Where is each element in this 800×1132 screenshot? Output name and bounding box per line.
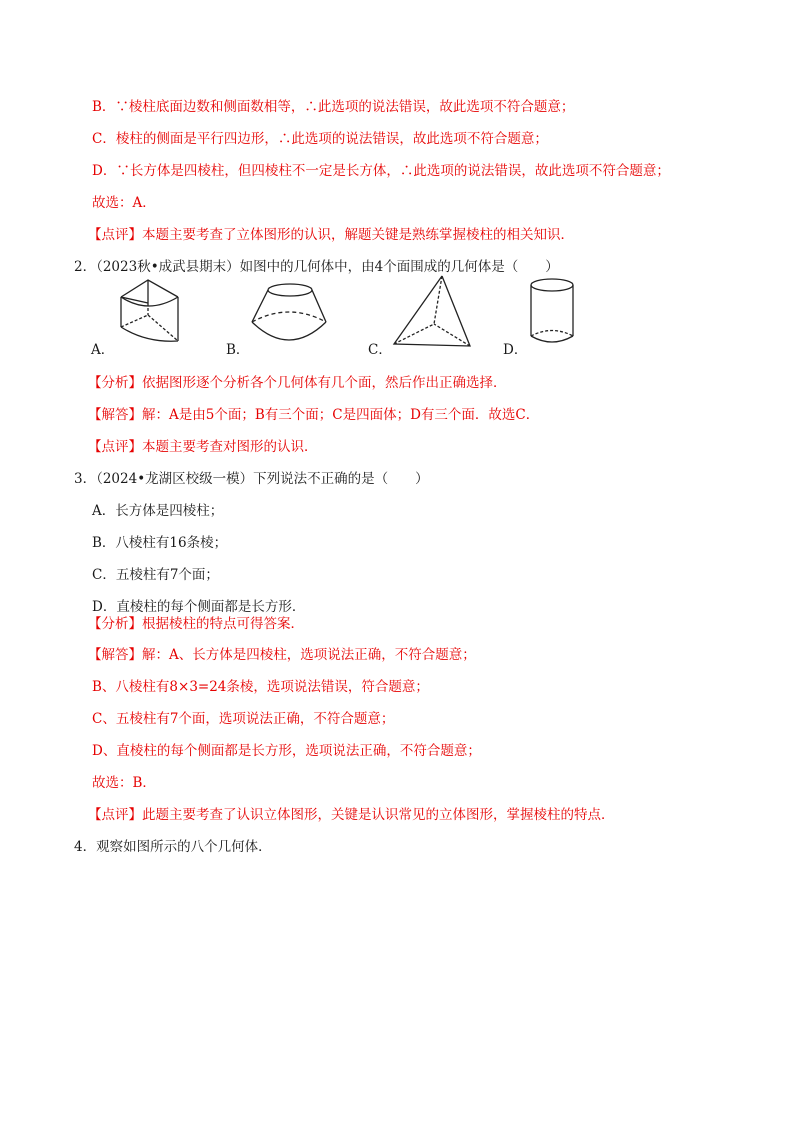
- q2-stem: 2．（2023秋•成武县期末）如图中的几何体中，由4个面围成的几何体是（ ）: [74, 259, 559, 275]
- q1-answer-line-b: B．∵棱柱底面边数和侧面数相等，∴此选项的说法错误，故此选项不符合题意；: [92, 99, 575, 115]
- q3-option-c: C．五棱柱有7个面；: [92, 567, 219, 583]
- q3-stem: 3．（2024•龙湖区校级一模）下列说法不正确的是（ ）: [74, 471, 429, 487]
- cylinder-icon: [526, 276, 578, 348]
- q3-solution-choice: 故选：B．: [92, 775, 156, 791]
- q3-comment: 【点评】此题主要考查了认识立体图形，关键是认识常见的立体图形，掌握棱柱的特点．: [88, 807, 615, 823]
- q2-option-c-label: C．: [368, 342, 392, 358]
- half-cylinder-icon: [116, 275, 186, 345]
- q3-solution-line-1: 【解答】解：A、长方体是四棱柱，选项说法正确，不符合题意；: [88, 647, 476, 663]
- q3-analysis: 【分析】根据棱柱的特点可得答案．: [88, 616, 304, 632]
- q1-answer-line-c: C．棱柱的侧面是平行四边形，∴此选项的说法错误，故此选项不符合题意；: [92, 131, 548, 147]
- q3-solution-line-4: D、直棱柱的每个侧面都是长方形，选项说法正确，不符合题意；: [92, 743, 481, 759]
- q1-answer-line-d: D．∵长方体是四棱柱，但四棱柱不一定是长方体，∴此选项的说法错误，故此选项不符合题意；: [92, 163, 670, 179]
- tetrahedron-icon: [390, 272, 476, 350]
- q2-analysis: 【分析】依据图形逐个分析各个几何体有几个面，然后作出正确选择．: [88, 375, 507, 391]
- q2-option-a-label: A．: [91, 342, 115, 358]
- q4-stem: 4．观察如图所示的八个几何体．: [74, 839, 272, 855]
- q3-solution-line-3: C、五棱柱有7个面，选项说法正确，不符合题意；: [92, 711, 395, 727]
- q3-option-b: B．八棱柱有16条棱；: [92, 535, 228, 551]
- q3-option-d: D．直棱柱的每个侧面都是长方形．: [92, 599, 306, 615]
- q2-option-d-label: D．: [503, 342, 528, 358]
- q2-solution: 【解答】解：A是由5个面；B有三个面；C是四面体；D有三个面．故选C．: [88, 407, 540, 423]
- q1-answer-choice: 故选：A．: [92, 195, 156, 211]
- q2-option-b-label: B．: [226, 342, 250, 358]
- q3-option-a: A．长方体是四棱柱；: [92, 503, 224, 519]
- q2-comment: 【点评】本题主要考查对图形的认识．: [88, 439, 318, 455]
- frustum-icon: [248, 282, 328, 348]
- q3-solution-line-2: B、八棱柱有8×3=24条棱，选项说法错误，符合题意；: [92, 679, 429, 695]
- q1-comment: 【点评】本题主要考查了立体图形的认识，解题关键是熟练掌握棱柱的相关知识．: [88, 227, 574, 243]
